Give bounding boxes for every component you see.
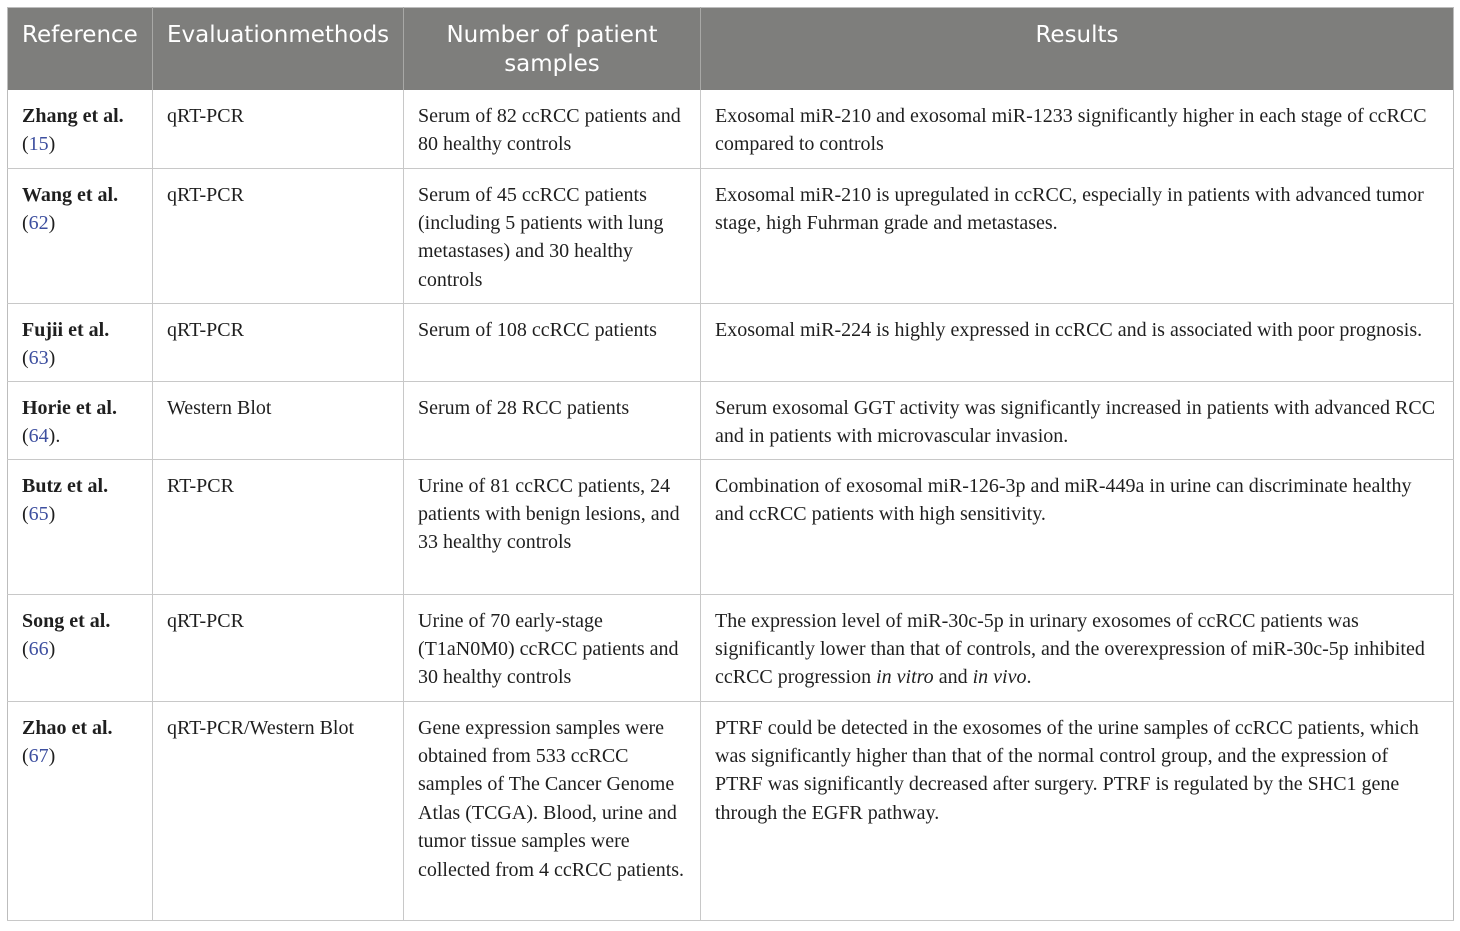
table-header <box>8 8 1454 91</box>
reference-cell <box>8 701 153 920</box>
author-name: Zhang et al. <box>22 105 124 127</box>
table-row <box>8 594 1454 701</box>
results-cell: Serum exosomal GGT activity was significantly increased in patients with advanced RCC and in patients with microvascular invasion. <box>701 381 1454 459</box>
author-name: Horie et al. <box>22 396 117 419</box>
citation-open: ( <box>22 637 29 660</box>
results-text-end: . <box>1026 666 1032 689</box>
citation-open: ( <box>22 502 29 525</box>
method-cell: RT-PCR <box>153 459 404 594</box>
method-cell: qRT-PCR <box>153 594 404 701</box>
method-cell: qRT-PCR/Western Blot <box>153 701 404 920</box>
header-reference: Reference <box>8 8 153 91</box>
results-cell: Combination of exosomal miR-126-3p and miR-449a in urine can discriminate healthy and ccRCC patients with high sensitivity. <box>701 459 1454 594</box>
results-cell: Exosomal miR-210 is upregulated in ccRCC, especially in patients with advanced tumor stage, high Fuhrman grade and metastases. <box>701 168 1454 303</box>
citation-link[interactable]: 15 <box>28 133 49 156</box>
citation-close: ) <box>48 502 56 525</box>
results-italic-in-vivo: in vivo <box>972 666 1027 689</box>
samples-cell: Serum of 82 ccRCC patients and 80 healthy controls <box>404 90 701 168</box>
results-cell: PTRF could be detected in the exosomes of the urine samples of ccRCC patients, which was significantly higher than that of the normal control group, and the expression of PTRF was significantly decreased after surgery. PTRF is regulated by the SHC1 gene through the EGFR pathway. <box>701 701 1454 920</box>
table-row <box>8 701 1454 920</box>
header-row <box>8 8 1454 91</box>
citation-open: ( <box>22 211 29 234</box>
author-name: Fujii et al. <box>22 318 110 341</box>
method-cell: qRT-PCR <box>153 303 404 381</box>
samples-cell: Urine of 81 ccRCC patients, 24 patients with benign lesions, and 33 healthy controls <box>404 459 701 594</box>
method-cell: qRT-PCR <box>153 168 404 303</box>
table-row <box>8 168 1454 303</box>
reference-cell <box>8 90 153 168</box>
citation-link[interactable]: 63 <box>28 346 49 369</box>
reference-cell <box>8 459 153 594</box>
citation-open: ( <box>22 346 29 369</box>
results-text: The expression level of miR-30c-5p in urinary exosomes of ccRCC patients was significantly lower than that of controls, and the overexpression of miR-30c-5p inhibited ccRCC progression <box>715 609 1425 689</box>
citation-link[interactable]: 62 <box>28 211 49 234</box>
citation-link[interactable]: 64 <box>28 424 49 447</box>
citation-close: ) <box>48 211 56 234</box>
samples-cell: Gene expression samples were obtained from 533 ccRCC samples of The Cancer Genome Atlas (TCGA). Blood, urine and tumor tissue samples were collected from 4 ccRCC patients. <box>404 701 701 920</box>
results-cell <box>701 594 1454 701</box>
samples-cell: Urine of 70 early-stage (T1aN0M0) ccRCC patients and 30 healthy controls <box>404 594 701 701</box>
method-cell: qRT-PCR <box>153 90 404 168</box>
citation-open: ( <box>22 744 29 767</box>
author-name: Song et al. <box>22 609 111 632</box>
samples-cell: Serum of 45 ccRCC patients (including 5 patients with lung metastases) and 30 healthy controls <box>404 168 701 303</box>
table-row <box>8 303 1454 381</box>
table-row <box>8 90 1454 168</box>
table-body <box>8 90 1454 920</box>
citation-link[interactable]: 67 <box>28 744 49 767</box>
results-text-mid: and <box>933 666 973 689</box>
results-italic-in-vitro: in vitro <box>876 666 934 689</box>
table-row <box>8 459 1454 594</box>
results-cell: Exosomal miR-224 is highly expressed in ccRCC and is associated with poor prognosis. <box>701 303 1454 381</box>
samples-cell: Serum of 108 ccRCC patients <box>404 303 701 381</box>
reference-cell <box>8 594 153 701</box>
citation-close: ) <box>48 637 56 660</box>
header-results: Results <box>701 8 1454 91</box>
method-cell: Western Blot <box>153 381 404 459</box>
citation-close: ). <box>48 424 61 447</box>
author-name: Wang et al. <box>22 183 119 206</box>
reference-cell <box>8 303 153 381</box>
table-row <box>8 381 1454 459</box>
header-samples-line2: samples <box>504 51 600 77</box>
samples-cell: Serum of 28 RCC patients <box>404 381 701 459</box>
citation-close: ) <box>48 744 56 767</box>
author-name: Zhao et al. <box>22 716 113 739</box>
citation-open: ( <box>22 424 29 447</box>
reference-cell <box>8 381 153 459</box>
header-samples-line1: Number of patient <box>446 22 658 48</box>
exosome-biomarker-table <box>7 7 1454 921</box>
header-samples <box>404 8 701 91</box>
header-methods: Evaluationmethods <box>153 8 404 91</box>
citation-close: ) <box>48 346 56 369</box>
citation-link[interactable]: 65 <box>28 502 49 525</box>
citation-open: ( <box>22 133 29 156</box>
reference-cell <box>8 168 153 303</box>
data-table-container <box>7 7 1453 921</box>
citation-close: ) <box>48 133 56 156</box>
citation-link[interactable]: 66 <box>28 637 49 660</box>
results-cell: Exosomal miR-210 and exosomal miR-1233 significantly higher in each stage of ccRCC compared to controls <box>701 90 1454 168</box>
author-name: Butz et al. <box>22 474 109 497</box>
